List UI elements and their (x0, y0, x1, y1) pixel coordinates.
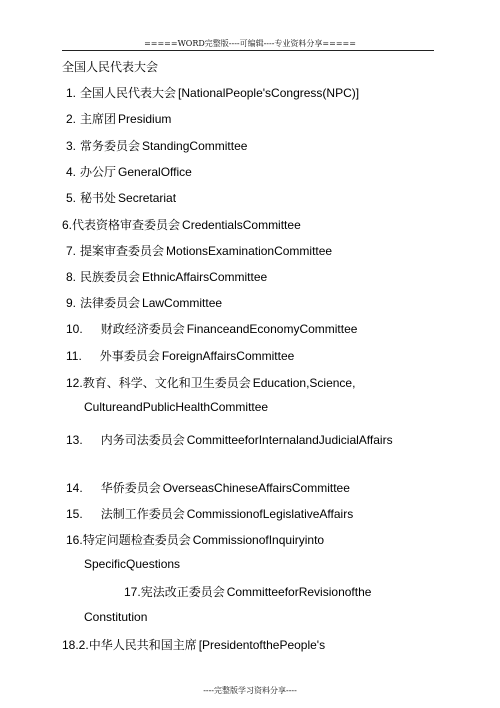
item-number: 11. (66, 349, 82, 363)
list-item (66, 347, 294, 364)
item-number: 8. (66, 270, 77, 284)
item-number: 4. (66, 165, 77, 179)
item-number: 2. (66, 112, 77, 126)
item-number: 13. (66, 433, 83, 447)
item-number: 3. (66, 139, 77, 153)
item-number: 17. (124, 585, 141, 599)
list-item (66, 268, 267, 285)
item-english-name: CommitteeforRevisionofthe (226, 585, 372, 599)
item-chinese-name: 特定问题检查委员会 (82, 533, 191, 547)
item-chinese-name: 提案审查委员会 (80, 244, 165, 258)
item-chinese-name: 代表资格审查委员会 (72, 218, 181, 232)
item-chinese-name: 常务委员会 (80, 139, 141, 153)
list-item (66, 110, 171, 127)
item-english-name: CommissionofInquiryinto (192, 533, 325, 547)
item-english-name: ForeignAffairsCommittee (161, 349, 295, 363)
item-chinese-name: 内务司法委员会 (100, 433, 185, 447)
item-number: 10. (66, 322, 83, 336)
item-number: 14. (66, 481, 83, 495)
item-english-name: FinanceandEconomyCommittee (186, 322, 358, 336)
item-chinese-name: 财政经济委员会 (100, 322, 185, 336)
list-item (66, 505, 353, 522)
list-item (66, 189, 176, 206)
list-item (66, 163, 192, 180)
page-title: 全国人民代表大会 (62, 60, 159, 74)
list-item (62, 636, 325, 653)
item-number: 18.2. (62, 638, 89, 652)
item-english-name: MotionsExaminationCommittee (166, 244, 333, 258)
list-item (84, 557, 180, 571)
item-english-name: OverseasChineseAffairsCommittee (162, 481, 350, 495)
item-english-name: CultureandPublicHealthCommittee (84, 400, 269, 414)
item-english-name: CommitteeforInternalandJudicialAffairs (186, 433, 393, 447)
item-chinese-name: 外事委员会 (99, 349, 160, 363)
list-item (84, 400, 268, 414)
list-item (66, 294, 222, 311)
item-english-name: Constitution (84, 610, 148, 624)
page-header: =====WORD完整版----可编辑----专业资料分享===== (144, 39, 356, 48)
item-chinese-name: 办公厅 (80, 165, 117, 179)
header-rule (62, 50, 434, 51)
item-number: 5. (66, 191, 77, 205)
item-chinese-name: 宪法改正委员会 (140, 585, 225, 599)
list-item (66, 84, 359, 101)
item-chinese-name: 华侨委员会 (100, 481, 161, 495)
item-english-name: GeneralOffice (118, 165, 192, 179)
list-item (84, 610, 147, 624)
item-english-name: [PresidentofthePeople's (198, 638, 326, 652)
list-item (66, 320, 357, 337)
item-english-name: StandingCommittee (142, 139, 248, 153)
item-english-name: Secretariat (118, 191, 177, 205)
item-chinese-name: 教育、科学、文化和卫生委员会 (82, 376, 251, 390)
item-chinese-name: 中华人民共和国主席 (88, 638, 197, 652)
list-item (66, 431, 393, 448)
list-item (62, 216, 301, 233)
item-chinese-name: 民族委员会 (80, 270, 141, 284)
item-english-name: CommissionofLegislativeAffairs (186, 507, 354, 521)
list-item (66, 479, 350, 496)
list-item (124, 583, 371, 600)
item-english-name: CredentialsCommittee (182, 218, 301, 232)
item-number: 9. (66, 296, 77, 310)
item-english-name: LawCommittee (142, 296, 223, 310)
item-number: 6. (62, 218, 73, 232)
item-chinese-name: 法制工作委员会 (100, 507, 185, 521)
item-english-name: [NationalPeople'sCongress(NPC)] (178, 86, 360, 100)
item-english-name: Presidium (118, 112, 172, 126)
item-number: 15. (66, 507, 83, 521)
item-chinese-name: 法律委员会 (80, 296, 141, 310)
item-english-name: EthnicAffairsCommittee (142, 270, 268, 284)
item-chinese-name: 秘书处 (80, 191, 117, 205)
list-item (66, 137, 247, 154)
item-english-name: SpecificQuestions (84, 557, 181, 571)
item-chinese-name: 全国人民代表大会 (80, 86, 177, 100)
list-item (66, 242, 332, 259)
item-number: 7. (66, 244, 77, 258)
item-english-name: Education,Science, (252, 376, 356, 390)
item-number: 16. (66, 533, 83, 547)
page-footer: ----完整版学习资料分享---- (203, 686, 297, 695)
list-item (66, 531, 324, 548)
item-chinese-name: 主席团 (80, 112, 117, 126)
item-number: 1. (66, 86, 77, 100)
list-item (66, 374, 355, 391)
item-number: 12. (66, 376, 83, 390)
